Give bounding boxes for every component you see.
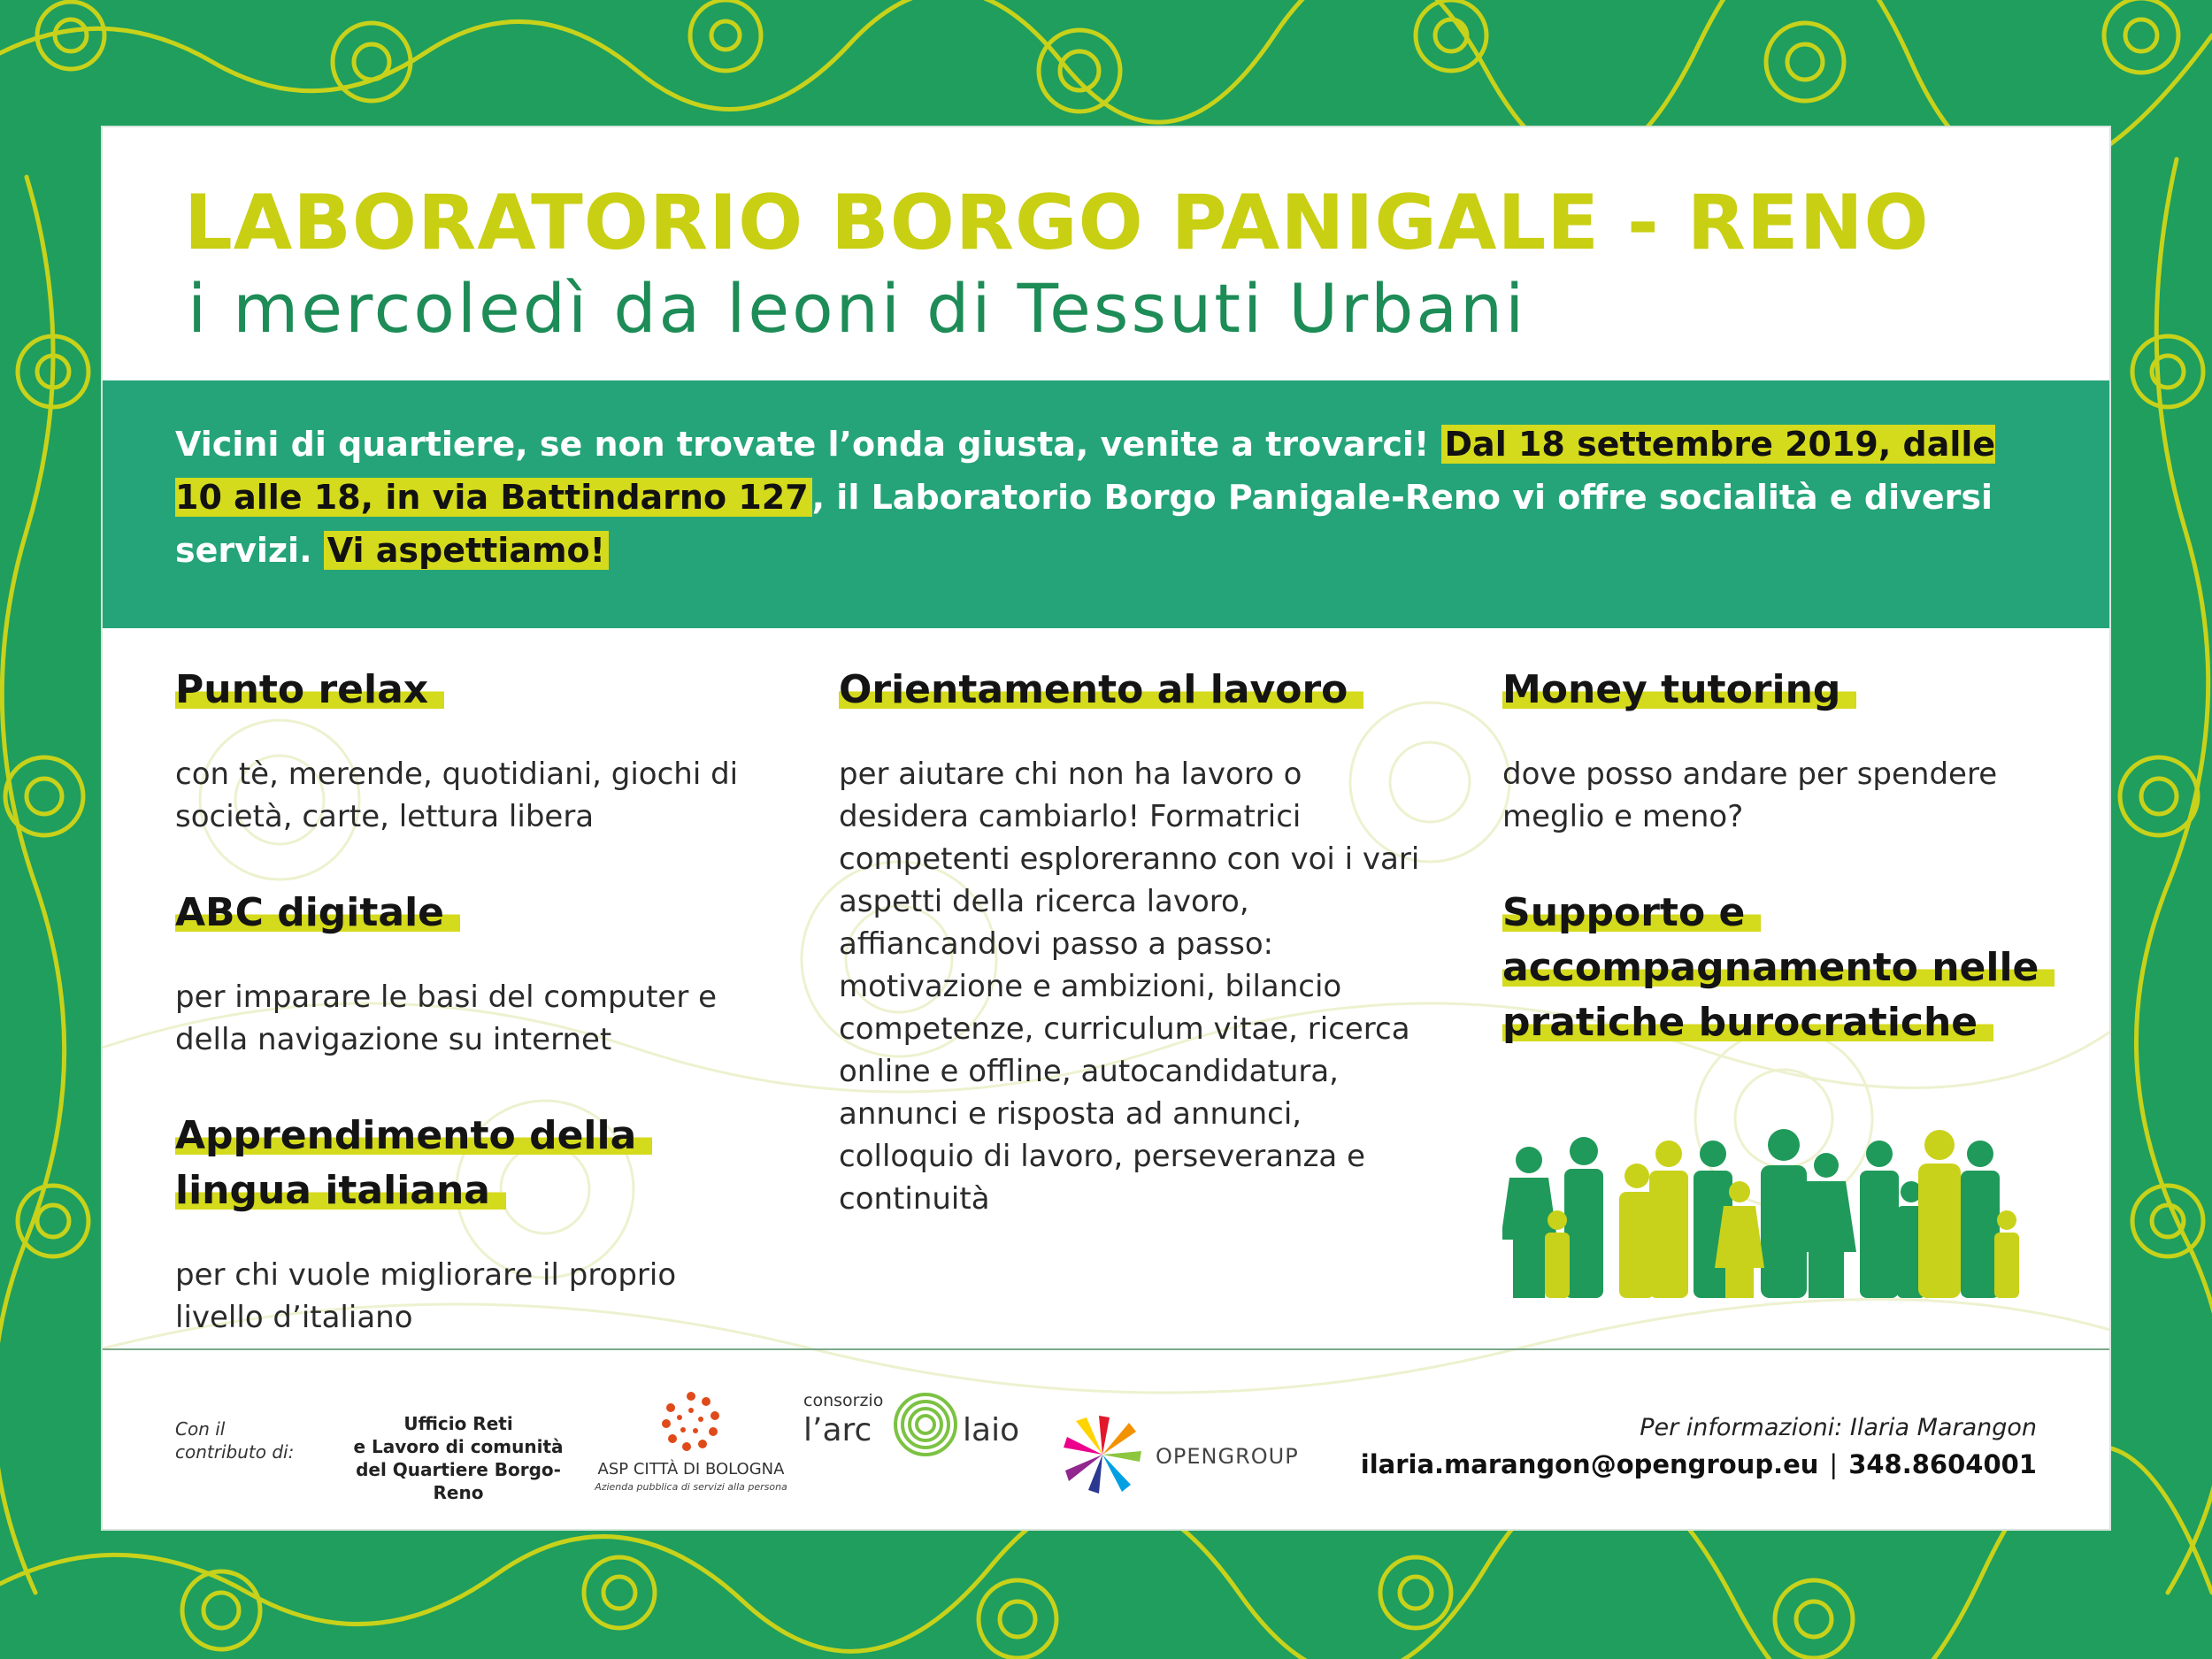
contact-phone[interactable]: 348.8604001 (1848, 1449, 2037, 1479)
arcolaio-swirl-icon (892, 1391, 959, 1458)
opengroup-star-icon (1060, 1412, 1145, 1497)
poster-panel (101, 126, 2111, 1531)
intro-band (103, 380, 2111, 628)
arcolaio-name-part-2: laio (963, 1412, 1020, 1448)
asp-name: ASP CITTÀ DI BOLOGNA (597, 1460, 785, 1479)
info-label: Per informazioni: Ilaria Marangon (1640, 1414, 2037, 1441)
arcolaio-logo (803, 1391, 1025, 1488)
intro-highlight-date-address: Dal 18 settembre 2019, dalle 10 alle 18, in via Battindarno 127 (175, 425, 1996, 517)
service-title: Supporto e accompagnamento nelle pratiche burocratiche (1502, 890, 2055, 1045)
service-description: per chi vuole migliorare il proprio livello d’italiano (175, 1257, 677, 1335)
contact-separator: | (1829, 1449, 1839, 1479)
service-lingua-italiana (175, 1109, 741, 1339)
footer-divider (103, 1348, 2111, 1350)
intro-text (175, 418, 2042, 577)
asp-bologna-logo (589, 1382, 793, 1493)
service-title: Apprendimento della lingua italiana (175, 1113, 652, 1213)
contact-email[interactable]: ilaria.marangon@opengroup.eu (1360, 1449, 1819, 1479)
service-title: Orientamento al lavoro (839, 667, 1363, 712)
people-group-icon (1502, 1123, 2033, 1300)
service-title: Money tutoring (1502, 667, 1856, 712)
service-orientamento-lavoro (839, 663, 1423, 1220)
intro-highlight-welcome: Vi aspettiamo! (324, 531, 609, 570)
service-description: con tè, merende, quotidiani, giochi di società, carte, lettura libera (175, 757, 739, 834)
intro-part-2: , il Laboratorio Borgo Panigale-Reno vi offre socialità e diversi servizi. (175, 478, 1993, 570)
service-money-tutoring (1502, 663, 2069, 838)
service-punto-relax (175, 663, 741, 838)
service-description: per imparare le basi del computer e della navigazione su internet (175, 979, 718, 1057)
opengroup-name: OPENGROUP (1156, 1444, 1299, 1469)
ufficio-reti-logo: Ufficio Reti e Lavoro di comunità del Quartiere Borgo-Reno (353, 1413, 564, 1503)
intro-part-1: Vicini di quartiere, se non trovate l’onda giusta, venite a trovarci! (175, 425, 1441, 464)
page-subtitle: i mercoledì da leoni di Tessuti Urbani (188, 269, 1527, 348)
services-column-3 (1502, 663, 2069, 1098)
arcolaio-name-part-1: l’arc (803, 1412, 872, 1448)
service-description: dove posso andare per spendere meglio e meno? (1502, 757, 1998, 834)
service-supporto-burocratico (1502, 886, 2069, 1050)
services-column-2 (839, 663, 1423, 1268)
service-title: ABC digitale (175, 890, 460, 935)
service-description: per aiutare chi non ha lavoro o desidera cambiarlo! Formatrici competenti esploreranno con voi i vari aspetti della ricerca lavoro, affiancandovi passo a passo: motivazione e ambizioni, bilancio competenze, curriculum vitae, ricerca online e offline, autocandidatura, annunci e risposta ad annunci, colloquio di lavoro, perseveranza e continuità (839, 757, 1420, 1217)
page-title: LABORATORIO BORGO PANIGALE - RENO (184, 179, 1930, 267)
contribution-label: Con il contributo di: (175, 1418, 295, 1463)
service-abc-digitale (175, 886, 741, 1061)
asp-dots-icon (660, 1391, 722, 1453)
opengroup-logo (1060, 1412, 1325, 1501)
asp-subtitle: Azienda pubblica di servizi alla persona (595, 1481, 787, 1493)
services-column-1 (175, 663, 741, 1386)
service-title: Punto relax (175, 667, 444, 712)
contact-line (1361, 1446, 2037, 1483)
arcolaio-consorzio-label: consorzio (803, 1391, 884, 1410)
